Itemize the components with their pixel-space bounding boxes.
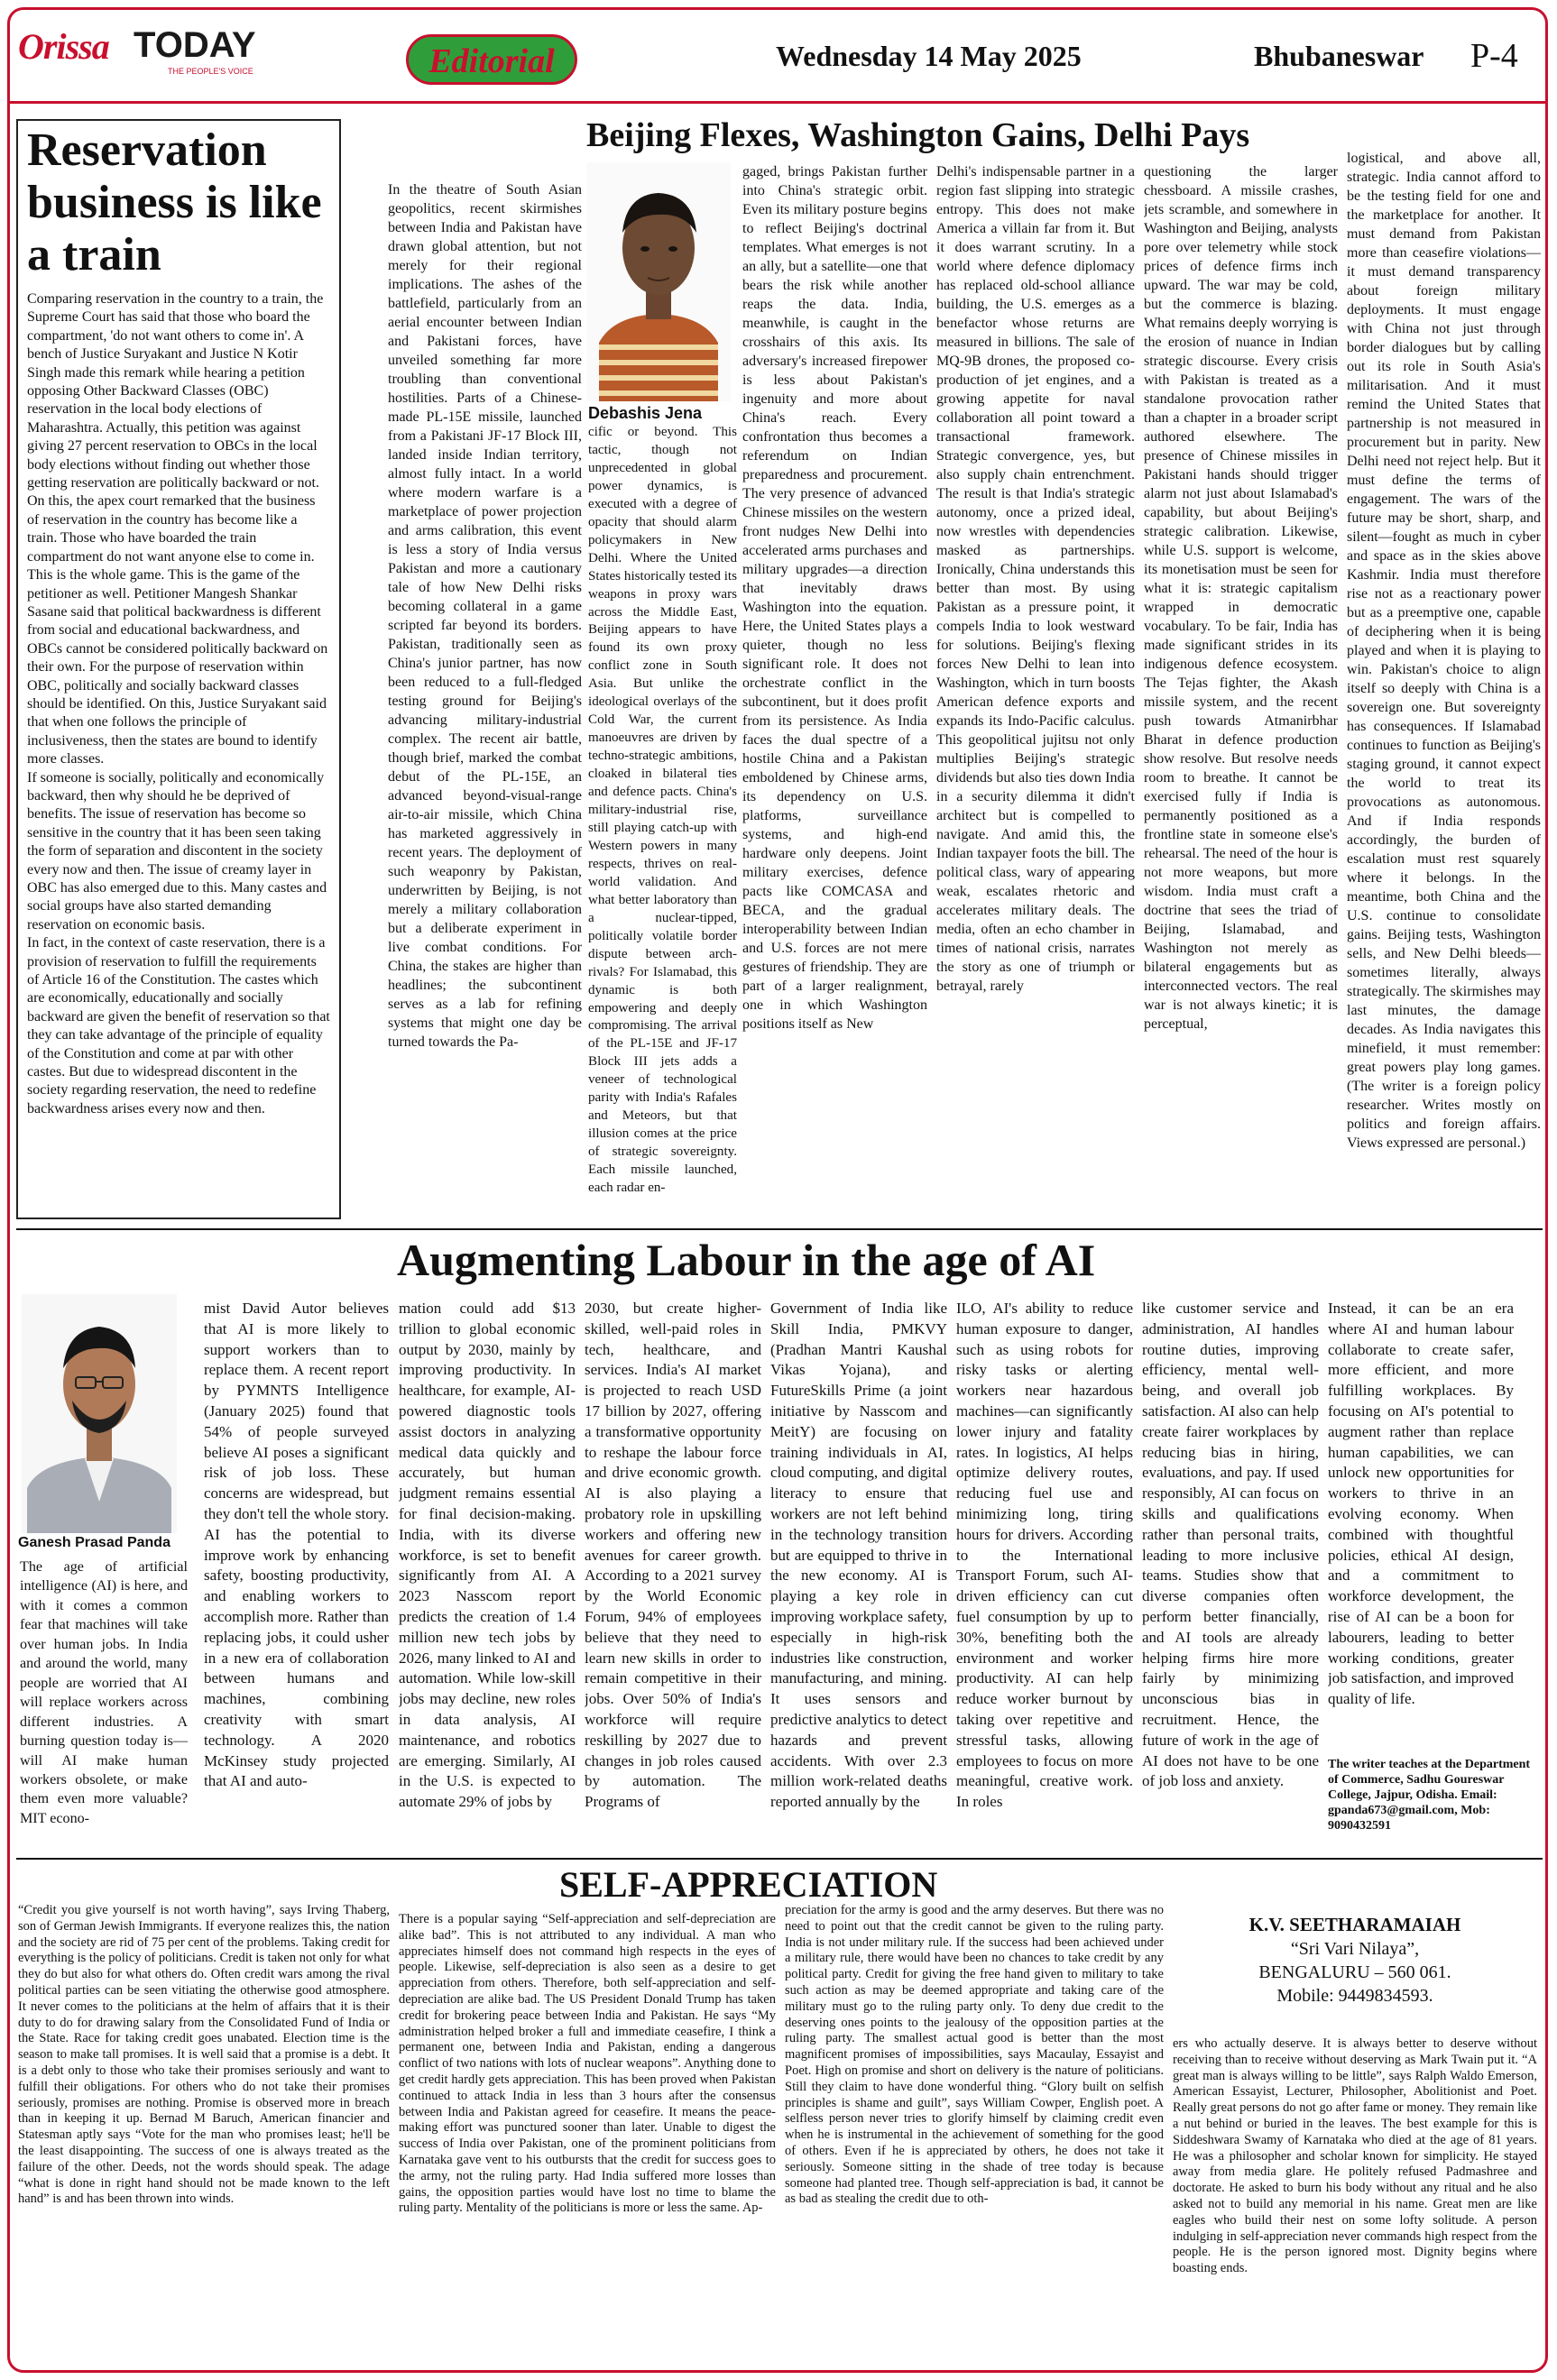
section-divider <box>16 1228 1543 1230</box>
masthead-rule <box>7 101 1548 104</box>
author-name: Ganesh Prasad Panda <box>18 1535 170 1550</box>
sender-city: BENGALURU – 560 061. <box>1258 1962 1451 1982</box>
article-column: Delhi's indispensable partner in a region fast slipping into strategic entropy. This does not make America a villain far from it. But it does warrant scrutiny. In a world where defence diplomacy has replaced old-school alliance building, the U.S. emerges as a benefactor whose returns are measured in billions. The sale of MQ-9B drones, the proposed co-production of jet engines, and a growing appetite for naval collaboration all point toward a transactional framework. Strategic convergence, yes, but also supply chain entrenchment. The result is that India's strategic autonomy, once a prized ideal, now wrestles with dependencies masked as partnerships. Ironically, China understands this better than most. By using Pakistan as a pressure point, it compels India to look westward for solutions. Beijing's flexing forces New Delhi to lean into Washington, which in turn boosts American defence exports and expands its Indo-Pacific calculus. This geopolitical jujitsu not only multiplies Beijing's strategic dividends but also ties down India in a security dilemma it didn't architect but is compelled to navigate. And amid this, the Indian taxpayer foots the bill. The political class, wary of appearing weak, escalates rhetoric and accelerates military deals. The media, often an echo chamber in times of national crisis, narrates the story as one of triumph or betrayal, rarely <box>936 164 1135 994</box>
editorial-paragraph: If someone is socially, politically and economically backward, then why should he be deprived of benefits. The issue of reservation has become so sensitive in the country that it has been seen taking the form of separation and discontent in the society every now and then. The issue of creamy layer in OBC has also emerged due to this. Many castes and social groups have also started demanding reservation on economic basis. <box>27 769 327 933</box>
sender-mobile: Mobile: 9449834593. <box>1276 1986 1433 2006</box>
editorial-title: Reservation business is like a train <box>27 124 322 280</box>
article-column: ILO, AI's ability to reduce human exposure to danger, such as using robots for risky tasks or alerting workers near hazardous machines—can significantly lower injury and fatality rates. In logistics, AI helps optimize delivery routes, reducing fuel use and minimizing long, tiring hours for drivers. According to the International Transport Forum, such AI-driven efficiency can cut fuel consumption by up to 30%, benefiting both the environment and worker productivity. AI can help reduce worker burnout by taking over repetitive and stressful tasks, allowing employees to focus on more meaningful, creative work. In roles <box>956 1300 1133 1811</box>
article-column: In the theatre of South Asian geopolitics, recent skirmishes between India and Pakistan have drawn global attention, but not merely for their regional implications. The ashes of the battlefield, particularly from an aerial encounter between Indian and Pakistani forces, have unveiled something far more troubling than conventional hostilities. Parts of a Chinese-made PL-15E missile, launched from a Pakistani JF-17 Block III, landed inside Indian territory, almost fully intact. In a world where modern warfare is a marketplace of power projection and arms calibration, this event is less a story of India versus Pakistan and more a cautionary tale of how New Delhi risks becoming collateral in a game scripted far beyond its borders. Pakistan, traditionally seen as China's junior partner, has now been reduced to a full-fledged testing ground for Beijing's advancing military-industrial complex. The recent air battle, though brief, marked the combat debut of the PL-15E, an advanced beyond-visual-range air-to-air missile, which China has marketed aggressively in recent years. The deployment of such weaponry by Pakistan, underwritten by Beijing, is not merely a military collaboration but a deliberate experiment in live combat conditions. For China, the stakes are higher than headlines; the subcontinent serves as a lab for refining systems that might one day be turned towards the Pa- <box>388 182 582 1050</box>
sender-block <box>1175 1912 1535 2008</box>
author-portrait-icon <box>22 1294 177 1533</box>
author-name: Debashis Jena <box>588 404 703 422</box>
article-column: logistical, and above all, strategic. India cannot afford to be the testing field for one and the marketplace for another. It must demand from Pakistan more than ceasefire violations—it must demand transparency about foreign military deployments. It must engage with China not just through border dialogues but by calling out its role in South Asia's militarisation. And it must remind the United States that partnership is not measured in procurement but in parity. New Delhi need not reject help. But it must define the terms of engagement. The wars of the future may be short, sharp, and silent—fought as much in cyber and space as in the skies above Kashmir. India must therefore rise not as a reactionary power but as a preemptive one, capable of deciphering when it is being played and when it is playing to win. Pakistan's choice to align itself so deeply with China is a sovereign one. But sovereignty has consequences. If Islamabad continues to function as Beijing's staging ground, it cannot expect the world to treat its provocations as autonomous. And if India responds accordingly, the burden of escalation must rest squarely where it belongs. In the meantime, both China and the U.S. continue to consolidate gains. Beijing tests, Washington sells, and New Delhi bleeds—sometimes literally, always strategically. The skirmishes may last minutes, the damage decades. As India navigates this minefield, it must remember: great powers play long games. (The writer is a foreign policy researcher. Writes mostly on politics and foreign affairs. Views expressed are personal.) <box>1347 151 1541 1151</box>
article-column: ers who actually deserve. It is always better to deserve without receiving than to receive without deserving as Mark Twain put it. “A great man is always willing to be little”, says Ralph Waldo Emerson, American Essayist, Lecturer, Philosopher, Abolitionist and Poet. Really great persons do not go after fame or money. They remain like a nut behind or buried in the leaves. The best example for this is Siddeshwara Swamy of Karnataka who died at the age of 81 years. He was a philosopher and scholar known for simplicity. He stayed away from media glare. He politely refused Padmashree and doctorate. He asked to burn his body without any ritual and he also asked not to build any memorial in his name. Great men are like eagles who build their nest on some lofty solitude. A person indulging in self-appreciation never commands high respect from the people. He is the person ignored most. Dignity begins where boasting ends. <box>1173 2036 1537 2276</box>
article-column: The age of artificial intelligence (AI) is here, and with it comes a common fear that machines will take over human jobs. In India and around the world, many people are worried that AI will replace workers across different industries. A burning question today is—will AI make human workers obsolete, or make them even more valuable? MIT econo- <box>20 1559 188 1826</box>
author-portrait-icon <box>586 162 731 401</box>
article-column: preciation for the army is good and the army deserves. But there was no need to point out that the credit cannot be given to the ruling party. India is not under military rule. If the success had been achieved under a military rule, there would have been no chances to take credit by any political party. Credit for giving the free hand given to military to take such action as may be deemed appropriate and taking care of the military must go to the ruling party only. To deny due credit to the deserving ones points to the jealousy of the opposition parties at the ruling party. The smallest actual good is better than the most magnificent promises of impossibilities, says Macaulay, Essayist and Poet. High on promise and short on delivery is the nature of politicians. Still they claim to have done wonderful thing. “Glory built on selfish principles is shame and guilt”, says William Cowper, English poet. A selfless person never tries to glorify himself by claiming credit even when he is instrumental in the achievement of something for the good of others. Even if he is appreciated by others, he does not take it seriously. Someone sitting in the shade of tree today is because someone had planted tree. Though self-appreciation is bad, it cannot be as bad as stealing the credit due to oth- <box>785 1903 1164 2207</box>
page-number: P-4 <box>1470 37 1518 75</box>
section-divider <box>16 1858 1543 1860</box>
article-column: There is a popular saying “Self-appreciation and self-depreciation are alike bad”. This is not attributed to any individual. A man who appreciates himself does not command high respects in the eyes of people. Likewise, self-depreciation is also seen as a desire to get appreciation from others. Therefore, both self-appreciation and self-depreciation are alike bad. The US President Donald Trump has taken credit for brokering peace between India and Pakistan. He says “My administration helped broker a full and immediate ceasefire, I think a permanent one, between India and Pakistan, ending a dangerous conflict of two nations with lots of nuclear weapons”. Anything done to get credit hardly gets appreciation. This has been proved when Pakistan continued to attack India in less than 3 hours after the consensus between India and Pakistan agreed for ceasefire. It means the peace-making effort was punctured sooner than later. Unable to digest the success of India over Pakistan, one of the prominent politicians from Karnataka gave vent to his outbursts that the credit for success goes to the army, not the ruling party. Had India suffered more losses than gains, the opposition parties would have lost no time to blame the ruling party. Mentality of the politicians is more or less the same. Ap- <box>399 1912 776 2216</box>
article-column: like customer service and administration, AI handles routine duties, improving efficiency, mental well-being, and overall job satisfaction. AI also can help create fairer workplaces by reducing bias in hiring, evaluations, and pay. If used responsibly, AI can focus on skills and qualifications rather than personal traits, leading to more inclusive teams. Studies show that diverse companies often perform better financially, and AI tools are already helping firms hire more fairly by minimizing unconscious bias in recruitment. Hence, the future of work in the age of AI does not have to be one of job loss and anxiety. <box>1142 1300 1319 1790</box>
article-column: mation could add $13 trillion to global economic output by 2030, mainly by improving productivity. In healthcare, for example, AI-powered diagnostic tools assist doctors in analyzing medical data quickly and accurately, but human judgment remains essential for final decision-making. India, with its diverse workforce, is set to benefit significantly from AI. A 2023 Nasscom report predicts the creation of 1.4 million new tech jobs by 2026, many linked to AI and automation. While low-skill jobs may decline, new roles in data analysis, AI maintenance, and robotics are emerging. Similarly, AI in the U.S. is expected to automate 29% of jobs by <box>399 1300 576 1811</box>
article-column: cific or beyond. This tactic, though not unprecedented in global power dynamics, is executed with a degree of opacity that should alarm policymakers in New Delhi. Where the United States historically tested its weapons in proxy wars across the Middle East, Beijing appears to have found its own proxy conflict zone in South Asia. But unlike the ideological overlays of the Cold War, the current manoeuvres are driven by techno-strategic ambitions, cloaked in bilateral ties and defence pacts. China's military-industrial rise, still playing catch-up with Western powers in many respects, thrives on real-world validation. And what better laboratory than a nuclear-tipped, politically volatile border dispute between arch-rivals? For Islamabad, this dynamic is both empowering and deeply compromising. The arrival of the PL-15E and JF-17 Block III jets adds a veneer of technological parity with India's Rafales and Meteors, but that illusion comes at the price of strategic sovereignty. Each missile launched, each radar en- <box>588 425 737 1196</box>
author-photo <box>586 162 731 401</box>
article-column: gaged, brings Pakistan further into China's strategic orbit. Even its military posture begins to reflect Beijing's doctrinal templates. What emerges is not an ally, but a satellite—one that bears the risk while another reaps the data. India, meanwhile, is caught in the crosshairs of this axis. Its adversary's increased firepower is less about Pakistan's ingenuity and more about China's reach. Every confrontation thus becomes a referendum on Indian preparedness and procurement. The very presence of advanced Chinese missiles on the western front nudges New Delhi into accelerated arms purchases and military upgrades—a direction that inevitably draws Washington into the equation. Here, the United States plays a quieter, though no less significant role. It does not orchestrate conflict in the subcontinent, but it does profit from its persistence. As India faces the dual spectre of a hostile China and a Pakistan emboldened by Chinese arms, its dependency on U.S. platforms, surveillance systems, and high-end hardware only deepens. Joint military exercises, defence pacts like COMCASA and BECA, and the gradual interoperability between Indian and U.S. forces are not mere gestures of friendship. They are part of a larger realignment, one in which Washington positions itself as New <box>742 164 927 1032</box>
author-bio: The writer teaches at the Department of Commerce, Sadhu Goureswar College, Jajpur, Odisha. Email: gpanda673@gmail.com, Mob: 9090432591 <box>1328 1758 1531 1833</box>
article-column: Government of India like Skill India, PMKVY (Pradhan Mantri Kaushal Vikas Yojana), and FutureSkills Prime (a joint initiative by Nasscom and MeitY) are focusing on training individuals in AI, cloud computing, and digital literacy to ensure that workers are not left behind in the technology transition but are equipped to thrive in the new economy. AI is playing a key role in improving workplace safety, especially in high-risk industries like construction, manufacturing, and mining. It uses sensors and predictive analytics to detect hazards and prevent accidents. With over 2.3 million work-related deaths reported annually by the <box>770 1300 947 1811</box>
section-badge: Editorial <box>406 34 577 85</box>
article-headline: Augmenting Labour in the age of AI <box>397 1235 1096 1285</box>
article-headline: Beijing Flexes, Washington Gains, Delhi Pays <box>586 116 1250 154</box>
editorial-paragraph: In fact, in the context of caste reservation, there is a provision of reservation to fulfill the requirements of Article 16 of the Constitution. The castes which are economically, educationally and socially backward are given the benefit of reservation so that they can take advantage of the principle of equality of the Constitution and come at par with other castes. But due to widespread discontent in the society regarding reservation, the need to redefine backwardness arises every now and then. <box>27 935 330 1116</box>
brand-logo-today: TODAY <box>134 25 256 65</box>
article-column: mist David Autor believes that AI is more likely to support workers than to replace them. A recent report by PYMNTS Intelligence (January 2025) found that 54% of people surveyed believe AI poses a significant risk of job loss. These concerns are widespread, but they don't tell the whole story. AI has the potential to improve work by enhancing safety, boosting productivity, and enabling workers to accomplish more. Rather than replacing jobs, it could usher in a new era of collaboration between humans and machines, combining creativity with smart technology. A 2020 McKinsey study projected that AI and auto- <box>204 1300 389 1790</box>
article-column: 2030, but create higher-skilled, well-paid roles in tech, healthcare, and services. India's AI market is projected to reach USD 17 billion by 2027, offering a transformative opportunity to reshape the labour force and drive economic growth. AI is also playing a probatory role in upskilling workers and offering new avenues for career growth. According to a 2021 survey by the World Economic Forum, 94% of employees believe that they need to learn new skills in order to remain competitive in their jobs. Over 50% of India's workforce will require reskilling by 2027 due to changes in job roles caused by automation. The Programs of <box>585 1300 761 1811</box>
article-column: “Credit you give yourself is not worth having”, says Irving Thaberg, son of German Jewish Immigrants. If everyone realizes this, the nation and the society are rid of 75 per cent of the problems. Taking credit for everything is the policy of politicians. Credit is taken not only for what they do but also for what others do. Often credit wars among the rival political parties can be seen vitiating the otherwise good atmosphere. It never comes to the politicians at the helm of affairs that it is their duty to do for drawing salary from the Consolidated Fund of India or the State. Race for taking credit goes unabated. Election time is the season to make tall promises. It is well said that a promise is a debt. It is a debt only to those who take their promises seriously and want to fulfill their obligations. For others who do not take their promises seriously, promises are nothing. Promise is observed more in breach than in keeping it up. Bernad M Baruch, American financier and Statesman aptly says “Vote for the man who promises least; he'll be the least disappointing. The success of one is always treated as the failure of the other. Deeds, not the words should speak. The adage “what is done in right hand should not be made known to the left hand” is and has been thrown into winds. <box>18 1903 390 2207</box>
author-photo <box>22 1294 177 1533</box>
editorial-paragraph: On this, the apex court remarked that the business of reservation in the country has become like a train. Those who have boarded the train compartment do not want anyone else to come in. This is the whole game. This is the game of the petitioner as well. Petitioner Mangesh Shankar Sasane said that political backwardness is different from social and educational backwardness, and OBCs cannot be considered politically backward on their own. For the purpose of reservation within OBC, politically and socially backward classes should be identified. On this, Justice Suryakant said that when one follows the principle of inclusiveness, then the states are bound to identify more classes. <box>27 493 328 767</box>
edition-city: Bhubaneswar <box>1254 40 1424 72</box>
article-headline: SELF-APPRECIATION <box>559 1864 938 1905</box>
sender-house: “Sri Vari Nilaya”, <box>1290 1939 1420 1959</box>
issue-date: Wednesday 14 May 2025 <box>776 40 1082 72</box>
brand-logo-orissa: Orissa <box>18 26 109 67</box>
sender-name: K.V. SEETHARAMAIAH <box>1248 1914 1461 1935</box>
brand-tagline: THE PEOPLE'S VOICE <box>168 67 253 76</box>
editorial-box <box>16 119 341 1219</box>
editorial-paragraph: Comparing reservation in the country to a train, the Supreme Court has said that those who board the compartment, 'do not want others to come in'. A bench of Justice Suryakant and Justice N Kotir Singh made this remark while hearing a petition opposing Other Backward Classes (OBC) reservation in the local body elections of Maharashtra. Actually, this petition was against giving 27 percent reservation to OBCs in the local body elections without finding out whether those getting reservation are politically backward or not. <box>27 291 324 492</box>
article-column: Instead, it can be an era where AI and human labour collaborate to create safer, more efficient, and more fulfilling workplaces. By focusing on AI's potential to augment rather than replace human capabilities, we can unlock new opportunities for workers to thrive in an evolving economy. When combined with thoughtful policies, ethical AI design, and a commitment to workforce development, the rise of AI can be a boon for labourers, leading to better working conditions, greater job satisfaction, and improved quality of life. <box>1328 1300 1514 1708</box>
article-column: questioning the larger chessboard. A missile crashes, jets scramble, and somewhere in Washington and Beijing, analysts pore over telemetry while stock prices of defence firms inch upward. The war may be cold, but the commerce is blazing. What remains deeply worrying is the erosion of nuance in Indian strategic discourse. Every crisis with Pakistan is treated as a standalone provocation rather than a chapter in a broader script authored elsewhere. The presence of Chinese missiles in Pakistani hands should trigger alarm not just about Islamabad's capability, but about Beijing's strategic calibration. Likewise, while U.S. support is welcome, its monetisation must be seen for what it is: strategic capitalism wrapped in democratic vocabulary. To be fair, India has made significant strides in its indigenous defence ecosystem. The Tejas fighter, the Akash missile system, and the recent push towards Atmanirbhar Bharat in defence production show resolve. But resolve needs room to breathe. It cannot be exercised fully if India is permanently positioned as a frontline state in someone else's rehearsal. The need of the hour is not more weapons, but more wisdom. India must craft a doctrine that sees the triad of Beijing, Islamabad, and Washington not merely as bilateral engagements but as interconnected vectors. The real war is not always kinetic; it is perceptual, <box>1144 164 1338 1032</box>
